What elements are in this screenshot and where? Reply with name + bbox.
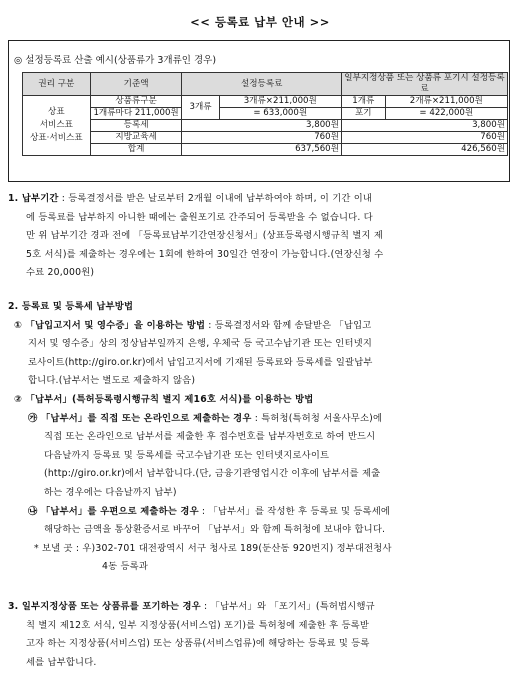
set-calc-2: = 633,000원 (219, 108, 341, 120)
s2a-line: 지서 및 영수증」상의 정상납부일까지 은행, 우체국 등 국고수납기관 또는 인터넷지 (28, 338, 373, 350)
part-count-1: 1개류 (341, 96, 385, 108)
table-row (23, 108, 508, 120)
s1-line: 만 위 납부기간 경과 전에 「등록료납부기간연장신청서」(상표등록령시행규칙 별지 제 (26, 230, 384, 242)
table-row (23, 144, 508, 156)
header-setting: 설정등록료 (182, 73, 341, 96)
reg-tax-set: 3,800원 (182, 120, 341, 132)
base-cell-2: 1개류마다 211,000원 (90, 108, 182, 120)
fee-table (22, 72, 508, 156)
s1-line: 1. 납부기간 : 등록결정서를 받은 날로부터 2개월 이내에 납부하여야 하며, 이 기간 이내 (8, 193, 373, 204)
s2a-line: ① 「납입고지서 및 영수증」을 이용하는 방법 : 등록결정서와 함께 송달받은 「납입고 (14, 319, 372, 331)
s2b2-line: * 보낼 곳 : 우)302-701 대전광역시 서구 청사로 189(둔산동 920번지) 정부대전청사 (34, 542, 392, 554)
s2b2-line: ㉯ 「납부서」를 우편으로 제출하는 경우 : 「납부서」를 작성한 후 등록료 및 등록세에 (28, 505, 391, 517)
s2-method-b1 (14, 410, 514, 577)
row-label-c: 상표·서비스표 (30, 133, 83, 143)
edu-tax-part: 760원 (341, 132, 507, 144)
reg-tax-part: 3,800원 (341, 120, 507, 132)
s3-line: 고자 하는 지정상품(서비스업) 또는 상품류(서비스업류)에 해당하는 등록료 및 등록 (26, 638, 370, 650)
s1-line: 에 등록료를 납부하지 아니한 때에는 출원포기로 간주되어 등록받을 수 없습니다. 다 (26, 211, 373, 223)
s2b1-line: (http://giro.or.kr)에서 납부합니다.(단, 금융기관영업시간 이후에 납부서를 제출 (44, 468, 381, 480)
edu-tax-set: 760원 (182, 132, 341, 144)
s3-line: 3. 일부지정상품 또는 상품류를 포기하는 경우 : 「납부서」와 「포기서」(특허법시행규 (8, 601, 375, 612)
s2-heading: 2. 등록료 및 등록세 납부방법 (8, 301, 134, 312)
s2a-line: 로사이트(http://giro.or.kr)에서 납입고지서에 기재된 등록료와 등록세를 일괄납부 (28, 356, 373, 368)
total-label: 합계 (90, 144, 182, 156)
base-cell-1: 상품류구분 (90, 96, 182, 108)
row-label-b: 서비스표 (39, 120, 73, 130)
page-title: << 등록료 납부 안내 >> (190, 15, 330, 29)
part-calc-1: 2개류×211,000원 (385, 96, 507, 108)
s2-method-a (8, 317, 514, 577)
s2b2-line: 4동 등록과 (102, 561, 148, 573)
total-set: 637,560원 (182, 144, 341, 156)
table-row (23, 96, 508, 108)
reg-tax-label: 등록세 (90, 120, 182, 132)
header-partial: 일부지정상품 또는 상품류 포기시 설정등록료 (341, 73, 507, 96)
s2b1-line: 직접 또는 온라인으로 납부서를 제출한 후 접수번호를 납부자번호로 하여 반드시 (44, 431, 376, 443)
s3-line: 칙 별지 제12호 서식, 일부 지정상품(서비스업) 포기)를 특허청에 제출한 후 등록받 (26, 619, 370, 631)
s2a-line: 합니다.(납부서는 별도로 제출하지 않음) (28, 375, 196, 387)
s2b1-line: 다음날까지 등록료 및 등록세를 국고수납기관 또는 인터넷지로사이트 (44, 449, 330, 461)
part-count-2: 포기 (341, 108, 385, 120)
header-base: 기준액 (90, 73, 182, 96)
section-2 (8, 298, 514, 577)
total-part: 426,560원 (341, 144, 507, 156)
s2b1-line: ㉮ 「납부서」를 직접 또는 온라인으로 제출하는 경우 : 특허청(특허청 서울사무소)에 (28, 412, 383, 424)
header-type: 권리 구분 (23, 73, 91, 96)
table-row (23, 132, 508, 144)
s1-line: 5호 서식)를 제출하는 경우에는 1회에 한하여 30일간 연장이 가능합니다.(연장신청 수 (26, 248, 384, 260)
section-3 (8, 598, 514, 672)
s2b1-line: 하는 경우에는 다음날까지 납부) (44, 486, 177, 498)
edu-tax-label: 지방교육세 (90, 132, 182, 144)
s2b2-line: 해당하는 금액을 통상환증서로 바꾸어 「납부서」와 함께 특허청에 보내야 합니다. (44, 524, 386, 536)
s3-line: 세를 납부합니다. (26, 656, 97, 668)
section-1 (8, 190, 514, 283)
s2-method-b-heading: ② 「납부서」(특허등록령시행규칙 별지 제16호 서식)를 이용하는 방법 (14, 393, 314, 405)
example-heading: ◎ 설정등록료 산출 예시(상품류가 3개류인 경우) (14, 55, 217, 66)
table-row (23, 120, 508, 132)
set-calc-1: 3개류×211,000원 (219, 96, 341, 108)
part-calc-2: = 422,000원 (385, 108, 507, 120)
row-label-cell (23, 96, 91, 156)
s1-line: 수료 20,000원) (26, 267, 95, 279)
row-label-a: 상표 (48, 107, 65, 117)
set-count-cell: 3개류 (182, 96, 219, 120)
